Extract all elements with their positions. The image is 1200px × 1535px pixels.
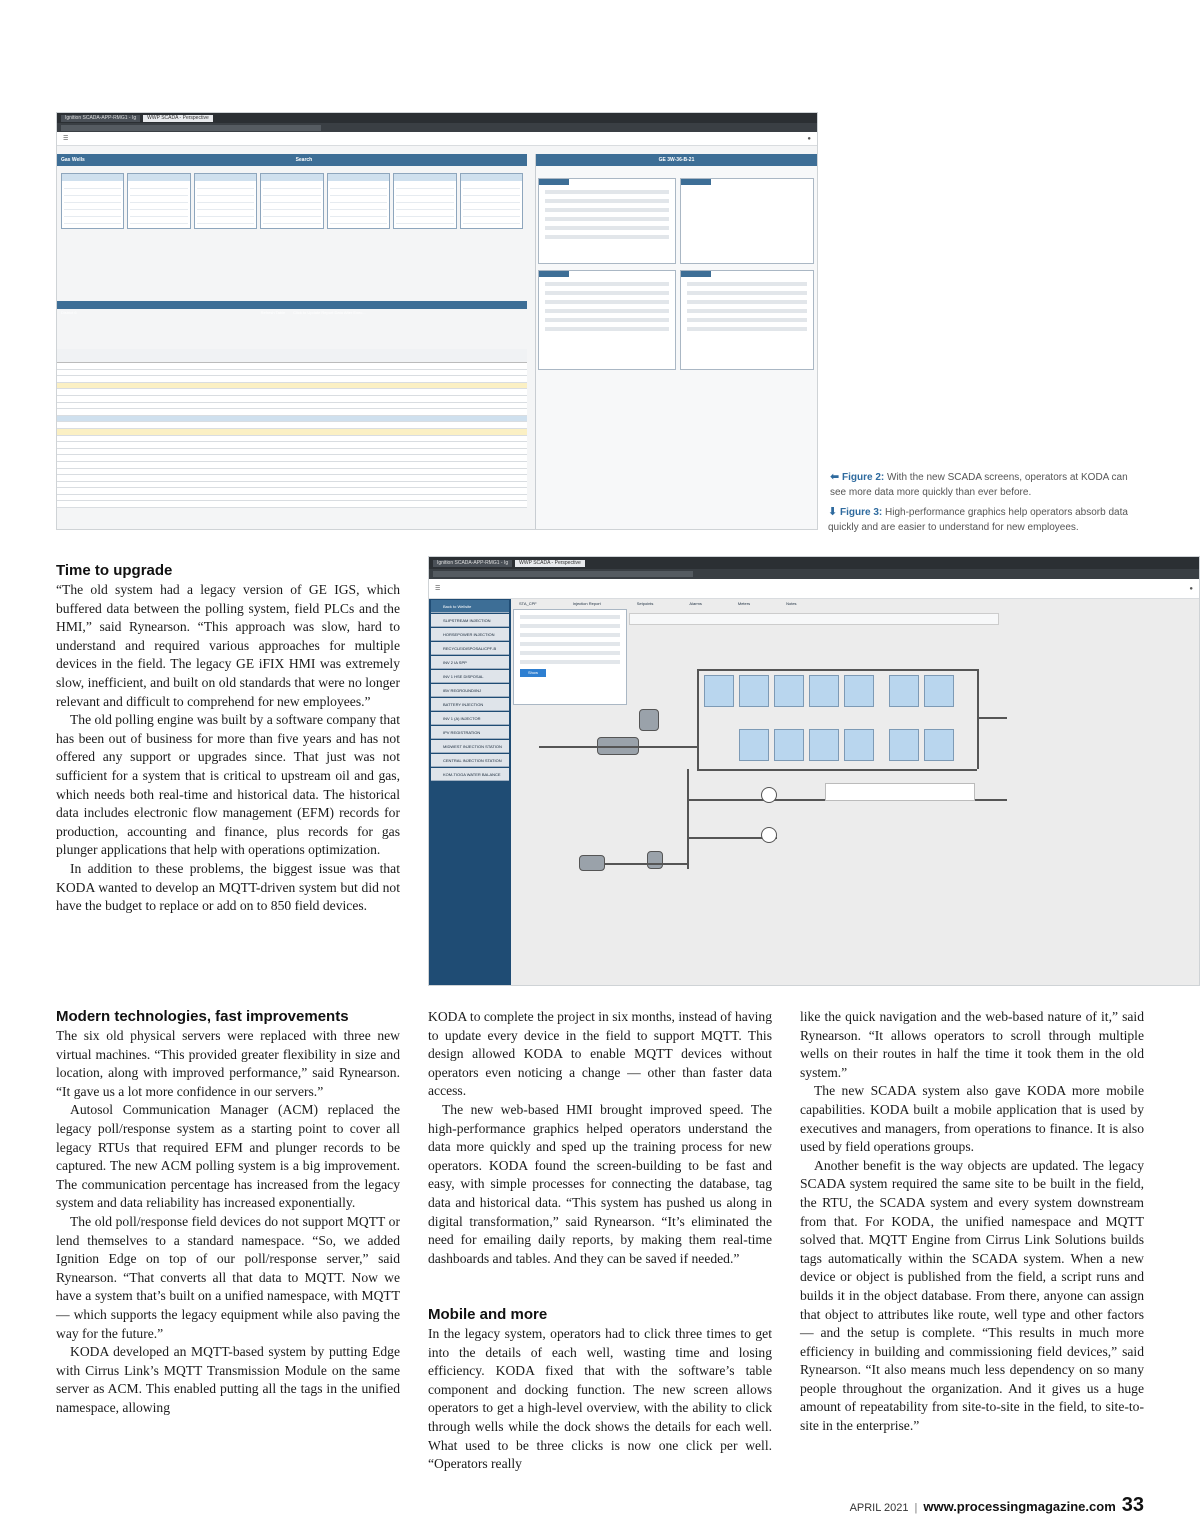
- table-row[interactable]: [57, 436, 527, 443]
- pipe: [539, 746, 699, 748]
- vessel[interactable]: [639, 709, 659, 731]
- column-1a: [56, 581, 400, 916]
- tank[interactable]: [739, 729, 769, 761]
- tank[interactable]: [924, 729, 954, 761]
- tab[interactable]: Notes: [786, 601, 797, 606]
- tank[interactable]: [844, 675, 874, 707]
- figure2-screenshot: [56, 112, 818, 530]
- url-field[interactable]: [61, 125, 321, 131]
- menu-icon[interactable]: ☰: [435, 586, 441, 592]
- district-cards: [61, 173, 523, 229]
- paragraph: “The old system had a legacy version of GE IGS, which buffered data between the polling system, field PLCs and the HMI,” said Rynearson. “This approach was slow, hard to understand and required various approaches for multiple devices in the field. The legacy GE iFIX HMI was extremely slow, inefficient, and built on old standards that were no longer relevant and difficult to comprehend for new employees.”: [56, 582, 400, 709]
- district-tab[interactable]: District 6: [61, 310, 77, 315]
- district-card[interactable]: [393, 173, 456, 229]
- paragraph: The new web-based HMI brought improved speed. The high-performance graphics helped operators understand the data more quickly and sped up the training process for new operators. KODA found the screen-building to be fast and easy, with simple processes for connecting the database, tag data and historical data. “This system has pushed us along in digital transformation,” said Rynearson. “It’s eliminated the need for emailing daily reports, by making them real-time dashboards and tables. And they can be saved if needed.”: [428, 1101, 772, 1266]
- site-info-box: [513, 609, 627, 705]
- browser-tab[interactable]: Ignition SCADA-APP-RMG1 - Ig: [433, 560, 512, 567]
- district-card[interactable]: [194, 173, 257, 229]
- tab[interactable]: Meters: [737, 601, 751, 606]
- show-button[interactable]: Show: [520, 669, 546, 677]
- section-heading: Modern technologies, fast improvements: [56, 1008, 349, 1025]
- url-field[interactable]: [433, 571, 693, 577]
- user-icon[interactable]: ●: [807, 135, 811, 142]
- paragraph: The new SCADA system also gave KODA more mobile capabilities. KODA built a mobile application that is used by executives and managers, from operations to finance. It is also used by field operations groups.: [800, 1083, 1144, 1155]
- paragraph: KODA to complete the project in six months, instead of having to update every device in the field to support MQTT. This design allowed KODA to enable MQTT devices without operators even noticing a change — other than faster data access.: [428, 1009, 772, 1099]
- browser-tab-active[interactable]: WWP SCADA - Perspective: [515, 560, 585, 567]
- tank[interactable]: [809, 675, 839, 707]
- well-list-title: Gas Wells: [61, 157, 85, 163]
- figure3-screenshot: [428, 556, 1200, 986]
- pipe: [697, 769, 977, 771]
- table-row[interactable]: [57, 370, 527, 377]
- table-row[interactable]: [57, 469, 527, 476]
- table-row[interactable]: [57, 429, 527, 436]
- column-2b: [428, 1325, 772, 1474]
- table-row[interactable]: [57, 396, 527, 403]
- paragraph: The old polling engine was built by a software company that has been out of business for more than five years and has not offered any support or upgrades since. That just was not sufficient for a system that is critical to upstream oil and gas, which needs both real-time and historical data. The historical data includes electronic flow management (EFM) records for production, accounting and finance, plus records for gas plunger applications that help with operations optimization.: [56, 712, 400, 858]
- pipe: [977, 717, 1007, 719]
- district-card[interactable]: [327, 173, 390, 229]
- filter[interactable]: [647, 851, 663, 869]
- process-tabs: [519, 601, 979, 609]
- figure3-label: Figure 3:: [840, 507, 883, 518]
- paragraph: KODA developed an MQTT-based system by putting Edge with Cirrus Link’s MQTT Transmission Module on the same server as ACM. This enabled putting all the tags in the unified namespace, allowing: [56, 1344, 400, 1415]
- tank[interactable]: [774, 675, 804, 707]
- browser-tab-active[interactable]: WWP SCADA - Perspective: [143, 115, 213, 122]
- section-heading: Time to upgrade: [56, 562, 173, 579]
- tank[interactable]: [774, 729, 804, 761]
- well-info-box: [538, 178, 676, 264]
- paragraph: Another benefit is the way objects are updated. The legacy SCADA system required the same site to be built in the field, the RTU, the SCADA system and every system downstream from that. For KODA, the unified namespace and MQTT solved that. MQTT Engine from Cirrus Link Solutions builds tags automatically within the SCADA system. When a new device or object is published from the field, a script runs and builds it in the object database. From there, anyone can assign that object to attributes like route, well type and other factors — and the setup is complete. “This results in much more efficiency in building and commissioning field devices,” said Rynearson. “It also means much less dependency on so many people throughout the organization. And it gives us a huge amount of repeatability from site-to-site in the field, to site-to-site in the enterprise.”: [800, 1157, 1144, 1434]
- menu-icon[interactable]: ☰: [63, 136, 69, 142]
- figure2-caption: [830, 470, 1140, 500]
- district-card[interactable]: [127, 173, 190, 229]
- tab[interactable]: Alarms: [689, 601, 702, 606]
- district-card[interactable]: [460, 173, 523, 229]
- table-row[interactable]: [57, 409, 527, 416]
- column-2: [428, 1008, 772, 1268]
- meter-strip: [629, 613, 999, 625]
- table-row[interactable]: [57, 482, 527, 489]
- table-row[interactable]: [57, 422, 527, 429]
- figure2-caption-text: With the new SCADA screens, operators at KODA can see more data more quickly than ever before.: [830, 472, 1128, 498]
- divider: |: [914, 1502, 918, 1514]
- table-row[interactable]: [57, 442, 527, 449]
- paragraph: like the quick navigation and the web-based nature of it,” said Rynearson. “It allows operators to scroll through multiple wells on their routes in half the time it took them in the old system.”: [800, 1009, 1144, 1080]
- readout-box: [825, 783, 975, 801]
- back-button[interactable]: Back to Wellsite: [431, 600, 509, 613]
- sidebar-item[interactable]: MIDWEST INJECTION STATION: [431, 740, 509, 753]
- tab[interactable]: Injection Report: [572, 601, 601, 606]
- pipe: [605, 863, 687, 865]
- table-row[interactable]: [57, 389, 527, 396]
- sidebar-item[interactable]: CENTRAL INJECTION STATION: [431, 754, 509, 767]
- arrow-left-icon: ⬅: [830, 470, 840, 483]
- sidebar-item[interactable]: HORSEPOWER INJECTION: [431, 628, 509, 641]
- production-box: [538, 270, 676, 370]
- sidebar-item[interactable]: INV 2 IA SPP: [431, 656, 509, 669]
- district-card[interactable]: [61, 173, 124, 229]
- refresh-button[interactable]: Refresh Table: [260, 310, 286, 315]
- address-bar: [57, 123, 817, 132]
- tank[interactable]: [809, 729, 839, 761]
- table-row[interactable]: [57, 475, 527, 482]
- well-detail-title: GE 3W-36-B-21: [536, 154, 817, 166]
- address-bar: [429, 569, 1199, 579]
- table-row[interactable]: [57, 501, 527, 508]
- sidebar-item[interactable]: IBV REGROUND/INJ: [431, 684, 509, 697]
- sidebar-item[interactable]: KOM-TIOGA WATER BALANCE: [431, 768, 509, 781]
- injection-pump[interactable]: [761, 827, 777, 843]
- app-header: [429, 579, 1199, 599]
- browser-tab-bar: [429, 557, 1199, 569]
- district-card[interactable]: [260, 173, 323, 229]
- tank[interactable]: [739, 675, 769, 707]
- pipe: [687, 769, 689, 869]
- tank[interactable]: [704, 675, 734, 707]
- page-footer: [850, 1494, 1144, 1517]
- page-number: 33: [1121, 1494, 1144, 1516]
- column-1b: [56, 1027, 400, 1417]
- sidebar-item[interactable]: INV 1 HSE DISPOSAL: [431, 670, 509, 683]
- well-detail-tabs[interactable]: [536, 166, 817, 174]
- paragraph: The old poll/response field devices do not support MQTT or lend themselves to a standard namespace. “So, we added Ignition Edge on top of our poll/response server,” said Rynearson. “That converts all that data to MQTT. Now we have a system that’s built on a unified namespace, with MQTT — which supports the legacy equipment while also paving the way for the future.”: [56, 1213, 400, 1341]
- tab[interactable]: STA_CPF: [519, 601, 537, 606]
- table-toolbar: [57, 301, 527, 315]
- section-heading: Mobile and more: [428, 1306, 548, 1323]
- browser-tab[interactable]: Ignition SCADA-APP-RMG1 - Ig: [61, 115, 140, 122]
- table-header: [57, 349, 527, 363]
- arrow-down-icon: ⬇: [828, 505, 838, 518]
- pipe: [697, 669, 699, 769]
- table-row[interactable]: [57, 488, 527, 495]
- table-row[interactable]: [57, 383, 527, 390]
- website-link[interactable]: www.processingmagazine.com: [923, 1499, 1116, 1514]
- tank[interactable]: [844, 729, 874, 761]
- table-row[interactable]: [57, 363, 527, 370]
- table-row[interactable]: [57, 455, 527, 462]
- search-label[interactable]: Search: [295, 157, 313, 163]
- tank[interactable]: [889, 729, 919, 761]
- figure3-caption-text: High-performance graphics help operators absorb data quickly and are easier to understand for new employees.: [828, 507, 1128, 533]
- user-icon[interactable]: ●: [1189, 585, 1193, 592]
- well-table: [57, 349, 527, 529]
- pipe: [697, 669, 977, 671]
- column-3: [800, 1008, 1144, 1436]
- pipe: [977, 669, 979, 769]
- sidebar-item[interactable]: BATTERY INJECTION: [431, 698, 509, 711]
- sidebar-item[interactable]: SLIPSTREAM INJECTION: [431, 614, 509, 627]
- paragraph: Autosol Communication Manager (ACM) replaced the legacy poll/response system as a starting point to cover all legacy RTUs that required EFM and plunger records to be captured. The new ACM polling system is a big improvement. The communication percentage has increased from the legacy system and data reliability has increased exponentially.: [56, 1102, 400, 1211]
- table-row[interactable]: [57, 495, 527, 502]
- table-row[interactable]: [57, 416, 527, 423]
- table-row[interactable]: [57, 403, 527, 410]
- refresh-hint: Click to Update Report Data After Exec...: [293, 310, 366, 315]
- app-header: [57, 132, 817, 146]
- figure3-caption: [828, 505, 1140, 535]
- well-detail-panel: [535, 154, 817, 530]
- sidebar-item[interactable]: INV 1 (A) INJECTOR: [431, 712, 509, 725]
- tank[interactable]: [924, 675, 954, 707]
- tab[interactable]: Setpoints: [636, 601, 654, 606]
- paragraph: In the legacy system, operators had to click three times to get into the details of each well, wasting time and losing efficiency. KODA fixed that with the software’s table component and docking function. The new screen allows operators to get a high-level overview, with the ability to click through wells while the dock shows the details for each well. What used to be three clicks is now one click per well. “Operators really: [428, 1326, 772, 1472]
- setpoint-box: [680, 178, 814, 264]
- figure2-label: Figure 2:: [842, 472, 885, 483]
- table-row[interactable]: [57, 449, 527, 456]
- table-row[interactable]: [57, 462, 527, 469]
- sidebar-item[interactable]: RECYCLE/DISPOSAL/CPF-B: [431, 642, 509, 655]
- paragraph: The six old physical servers were replaced with three new virtual machines. “This provided greater flexibility in size and location, along with improved performance,” said Rynearson. “It gave us a lot more confidence in our servers.”: [56, 1028, 400, 1099]
- browser-tab-bar: [57, 113, 817, 123]
- site-sidebar: [429, 599, 511, 986]
- tank[interactable]: [889, 675, 919, 707]
- sidebar-item[interactable]: IPV REGISTRATION: [431, 726, 509, 739]
- issue-date: APRIL 2021: [849, 1502, 909, 1514]
- table-row[interactable]: [57, 376, 527, 383]
- paragraph: In addition to these problems, the biggest issue was that KODA wanted to develop an MQTT-driven system but did not have the budget to replace or add on to 850 field devices.: [56, 860, 400, 914]
- injection-pump[interactable]: [761, 787, 777, 803]
- well-list-header: [57, 154, 527, 166]
- pressure-box: [680, 270, 814, 370]
- pump[interactable]: [579, 855, 605, 871]
